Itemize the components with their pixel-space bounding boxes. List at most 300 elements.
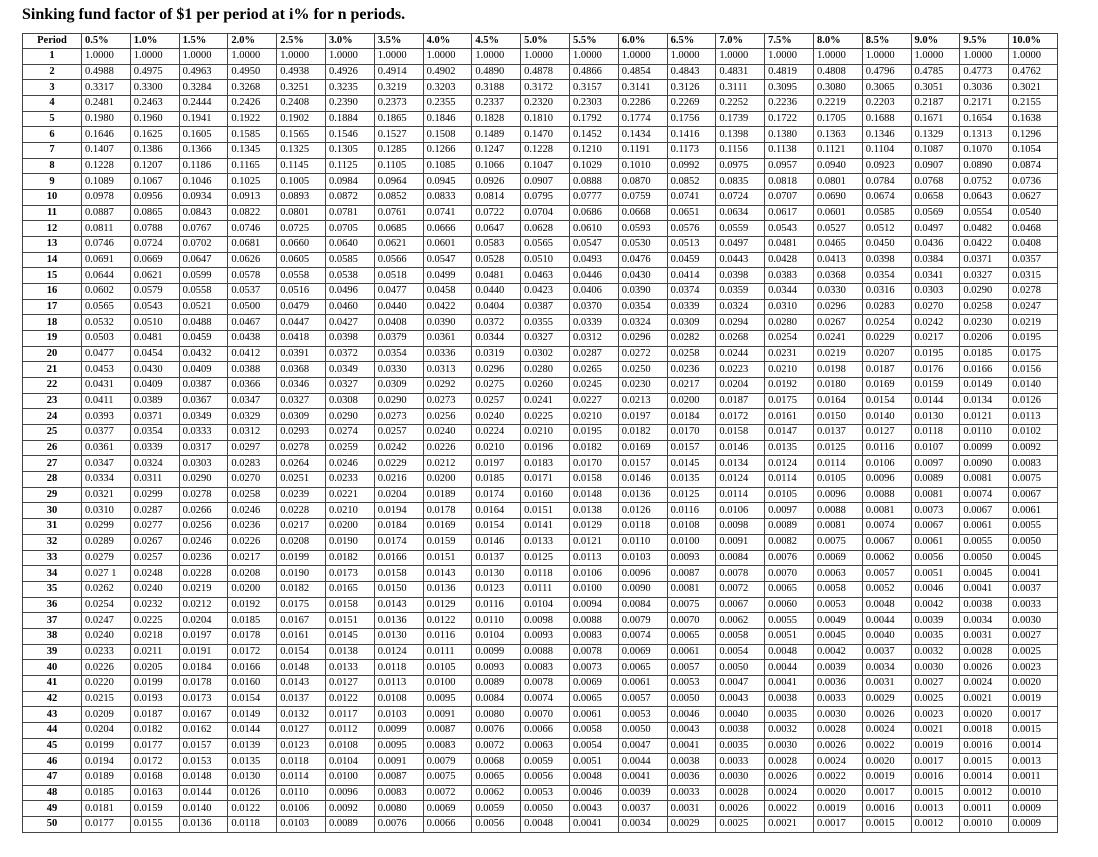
factor-cell: 0.2463 [130,96,179,112]
factor-cell: 0.0066 [423,816,472,832]
factor-cell: 0.1434 [618,127,667,143]
factor-cell: 0.0034 [862,660,911,676]
factor-cell: 0.0254 [862,315,911,331]
factor-cell: 0.0024 [960,675,1009,691]
factor-cell: 0.1087 [911,143,960,159]
factor-cell: 0.0146 [618,472,667,488]
factor-cell: 0.0388 [228,362,277,378]
factor-cell: 0.0510 [130,315,179,331]
factor-cell: 0.0236 [179,550,228,566]
factor-cell: 0.0460 [325,299,374,315]
factor-cell: 0.0073 [911,503,960,519]
factor-cell: 0.0347 [82,456,131,472]
factor-cell: 0.0050 [618,722,667,738]
factor-cell: 0.0277 [130,519,179,535]
factor-cell: 0.0686 [569,205,618,221]
factor-cell: 0.0227 [569,393,618,409]
factor-cell: 0.0210 [325,503,374,519]
factor-cell: 0.0197 [472,456,521,472]
factor-cell: 0.0089 [765,519,814,535]
factor-cell: 0.4914 [374,64,423,80]
factor-cell: 0.3317 [82,80,131,96]
factor-cell: 0.0964 [374,174,423,190]
factor-cell: 0.0149 [228,707,277,723]
factor-cell: 0.0170 [569,456,618,472]
factor-cell: 0.0945 [423,174,472,190]
factor-cell: 0.0264 [277,456,326,472]
factor-cell: 0.0887 [82,205,131,221]
table-row [23,550,1058,566]
factor-cell: 0.0204 [716,378,765,394]
factor-cell: 0.0169 [618,440,667,456]
factor-cell: 0.0167 [277,613,326,629]
factor-cell: 0.0118 [618,519,667,535]
factor-cell: 0.3300 [130,80,179,96]
factor-cell: 0.0324 [130,456,179,472]
factor-cell: 0.0062 [716,613,765,629]
factor-cell: 0.0137 [813,425,862,441]
factor-cell: 0.0172 [716,409,765,425]
factor-cell: 0.2390 [325,96,374,112]
factor-cell: 0.0014 [960,769,1009,785]
factor-cell: 0.0538 [325,268,374,284]
factor-cell: 0.0061 [1009,503,1058,519]
factor-cell: 0.0100 [569,581,618,597]
table-row [23,409,1058,425]
factor-cell: 0.0138 [325,644,374,660]
factor-cell: 0.1025 [228,174,277,190]
factor-cell: 0.0278 [1009,284,1058,300]
period-cell: 17 [23,299,82,315]
factor-cell: 0.0105 [765,487,814,503]
factor-cell: 0.0125 [667,487,716,503]
table-row [23,362,1058,378]
factor-cell: 0.0158 [716,425,765,441]
factor-cell: 0.0393 [82,409,131,425]
rate-column-header: 1.5% [179,34,228,49]
factor-cell: 0.2155 [1009,96,1058,112]
period-cell: 24 [23,409,82,425]
factor-cell: 0.1313 [960,127,1009,143]
factor-cell: 0.0660 [277,237,326,253]
factor-cell: 0.0349 [179,409,228,425]
factor-cell: 0.0412 [228,346,277,362]
period-cell: 15 [23,268,82,284]
factor-cell: 0.1846 [423,111,472,127]
factor-cell: 0.0273 [423,393,472,409]
factor-cell: 0.0321 [82,487,131,503]
factor-cell: 0.0013 [1009,754,1058,770]
factor-cell: 0.0246 [325,456,374,472]
factor-cell: 0.0647 [179,252,228,268]
period-cell: 25 [23,425,82,441]
factor-cell: 0.0075 [813,534,862,550]
factor-cell: 0.0057 [862,566,911,582]
factor-cell: 0.0293 [277,425,326,441]
factor-cell: 0.0111 [521,581,570,597]
factor-cell: 0.0278 [277,440,326,456]
factor-cell: 0.0025 [1009,644,1058,660]
factor-cell: 0.0593 [618,221,667,237]
factor-cell: 0.0032 [911,644,960,660]
factor-cell: 0.0031 [960,628,1009,644]
table-row [23,456,1058,472]
factor-cell: 1.0000 [862,49,911,65]
factor-cell: 0.0795 [521,190,570,206]
factor-cell: 0.0537 [228,284,277,300]
rate-column-header: 5.5% [569,34,618,49]
factor-cell: 0.0324 [716,299,765,315]
factor-cell: 0.0192 [765,378,814,394]
factor-cell: 0.0136 [374,613,423,629]
rate-column-header: 2.5% [277,34,326,49]
factor-cell: 0.0818 [765,174,814,190]
factor-cell: 0.0154 [277,644,326,660]
factor-cell: 0.0217 [667,378,716,394]
period-cell: 4 [23,96,82,112]
factor-cell: 0.0583 [472,237,521,253]
factor-cell: 0.0270 [911,299,960,315]
factor-cell: 0.0422 [423,299,472,315]
factor-cell: 0.0030 [911,660,960,676]
factor-cell: 0.0033 [813,691,862,707]
factor-cell: 0.0080 [472,707,521,723]
factor-cell: 0.0643 [960,190,1009,206]
factor-cell: 0.0021 [765,816,814,832]
factor-cell: 0.0065 [569,691,618,707]
factor-cell: 0.1346 [862,127,911,143]
factor-cell: 0.0691 [82,252,131,268]
factor-cell: 0.3080 [813,80,862,96]
factor-cell: 0.0123 [277,738,326,754]
factor-cell: 0.0097 [911,456,960,472]
factor-cell: 0.0230 [618,378,667,394]
table-row [23,127,1058,143]
factor-cell: 0.0406 [569,284,618,300]
factor-cell: 0.0066 [521,722,570,738]
factor-cell: 0.0083 [374,785,423,801]
factor-cell: 0.0178 [179,675,228,691]
factor-cell: 0.0200 [423,472,472,488]
factor-cell: 0.0031 [862,675,911,691]
factor-cell: 0.0106 [569,566,618,582]
factor-cell: 0.0151 [423,550,472,566]
factor-cell: 0.0019 [862,769,911,785]
factor-cell: 0.0185 [960,346,1009,362]
table-row [23,158,1058,174]
factor-cell: 1.0000 [277,49,326,65]
factor-cell: 0.0194 [374,503,423,519]
factor-cell: 0.3111 [716,80,765,96]
factor-cell: 0.0438 [228,331,277,347]
factor-cell: 0.0957 [765,158,814,174]
table-row [23,237,1058,253]
factor-cell: 0.0236 [228,519,277,535]
factor-cell: 0.0029 [667,816,716,832]
factor-cell: 0.0049 [813,613,862,629]
factor-cell: 1.0000 [325,49,374,65]
factor-cell: 0.4950 [228,64,277,80]
factor-cell: 0.0104 [472,628,521,644]
factor-cell: 0.0133 [521,534,570,550]
factor-cell: 0.0359 [716,284,765,300]
factor-cell: 0.0054 [569,738,618,754]
factor-cell: 0.0172 [228,644,277,660]
factor-cell: 0.0041 [1009,566,1058,582]
factor-cell: 0.0190 [325,534,374,550]
factor-cell: 0.0312 [569,331,618,347]
factor-cell: 0.0468 [1009,221,1058,237]
table-row [23,581,1058,597]
factor-cell: 0.1085 [423,158,472,174]
factor-cell: 0.0074 [960,487,1009,503]
factor-cell: 0.0114 [716,487,765,503]
factor-cell: 0.0211 [130,644,179,660]
factor-cell: 0.0411 [82,393,131,409]
factor-cell: 0.0341 [911,268,960,284]
factor-cell: 0.1470 [521,127,570,143]
factor-cell: 0.0801 [277,205,326,221]
factor-cell: 0.4938 [277,64,326,80]
factor-cell: 0.0159 [911,378,960,394]
factor-cell: 0.0126 [1009,393,1058,409]
factor-cell: 0.1739 [716,111,765,127]
factor-cell: 0.0148 [277,660,326,676]
factor-cell: 0.1345 [228,143,277,159]
factor-cell: 0.0048 [765,644,814,660]
factor-cell: 0.0240 [472,409,521,425]
table-row [23,754,1058,770]
factor-cell: 0.4854 [618,64,667,80]
factor-cell: 0.0585 [862,205,911,221]
factor-cell: 0.1407 [82,143,131,159]
table-row [23,96,1058,112]
factor-cell: 0.0240 [423,425,472,441]
factor-cell: 0.1005 [277,174,326,190]
factor-cell: 0.1654 [960,111,1009,127]
factor-cell: 0.0147 [765,425,814,441]
factor-cell: 0.0019 [813,801,862,817]
factor-cell: 0.0069 [569,675,618,691]
period-cell: 50 [23,816,82,832]
factor-cell: 0.1173 [667,143,716,159]
table-row [23,331,1058,347]
factor-cell: 0.0011 [1009,769,1058,785]
factor-cell: 0.0060 [765,597,814,613]
factor-cell: 0.3219 [374,80,423,96]
factor-cell: 0.0565 [521,237,570,253]
factor-cell: 0.0110 [472,613,521,629]
factor-cell: 0.0217 [277,519,326,535]
factor-cell: 0.0024 [765,785,814,801]
factor-cell: 0.0108 [325,738,374,754]
factor-cell: 0.0067 [1009,487,1058,503]
factor-cell: 0.0482 [960,221,1009,237]
factor-cell: 0.0647 [472,221,521,237]
factor-cell: 0.0020 [960,707,1009,723]
factor-cell: 0.0020 [862,754,911,770]
factor-cell: 0.0454 [130,346,179,362]
factor-cell: 0.0195 [911,346,960,362]
factor-cell: 0.0666 [423,221,472,237]
factor-cell: 0.0083 [1009,456,1058,472]
factor-cell: 0.0094 [569,597,618,613]
factor-cell: 0.0084 [472,691,521,707]
factor-cell: 0.0153 [179,754,228,770]
factor-cell: 0.0273 [374,409,423,425]
factor-cell: 0.0516 [277,284,326,300]
factor-cell: 0.0233 [82,644,131,660]
factor-cell: 0.0447 [277,315,326,331]
period-cell: 38 [23,628,82,644]
factor-cell: 0.0163 [130,785,179,801]
factor-cell: 0.1416 [667,127,716,143]
table-row [23,49,1058,65]
factor-cell: 0.0125 [521,550,570,566]
factor-cell: 0.0379 [374,331,423,347]
factor-cell: 0.0144 [179,785,228,801]
factor-cell: 0.0137 [277,691,326,707]
factor-cell: 0.0146 [472,534,521,550]
factor-cell: 0.0052 [862,581,911,597]
factor-cell: 1.0000 [618,49,667,65]
factor-cell: 0.4796 [862,64,911,80]
factor-cell: 0.0371 [960,252,1009,268]
factor-cell: 0.3095 [765,80,814,96]
factor-cell: 0.0559 [716,221,765,237]
factor-cell: 0.0390 [423,315,472,331]
factor-cell: 0.0260 [521,378,570,394]
factor-cell: 0.0408 [374,315,423,331]
factor-cell: 0.0105 [423,660,472,676]
factor-cell: 0.0339 [569,315,618,331]
factor-cell: 0.1066 [472,158,521,174]
factor-cell: 0.0079 [423,754,472,770]
factor-cell: 0.3036 [960,80,1009,96]
factor-cell: 0.1046 [179,174,228,190]
factor-cell: 0.0038 [716,722,765,738]
factor-cell: 0.0204 [82,722,131,738]
factor-cell: 0.0197 [179,628,228,644]
factor-cell: 0.0231 [765,346,814,362]
factor-cell: 0.0083 [521,660,570,676]
factor-cell: 0.0141 [521,519,570,535]
rate-column-header: 0.5% [82,34,131,49]
table-row [23,691,1058,707]
factor-cell: 0.0290 [325,409,374,425]
factor-cell: 0.4843 [667,64,716,80]
factor-cell: 0.0233 [325,472,374,488]
factor-cell: 0.0316 [862,284,911,300]
factor-cell: 0.0116 [472,597,521,613]
factor-cell: 0.0144 [228,722,277,738]
factor-cell: 0.0092 [325,801,374,817]
factor-cell: 0.0065 [472,769,521,785]
factor-cell: 0.0124 [716,472,765,488]
factor-cell: 0.0207 [862,346,911,362]
factor-cell: 0.0230 [960,315,1009,331]
factor-cell: 0.0324 [618,315,667,331]
factor-cell: 0.0158 [325,597,374,613]
factor-cell: 0.0098 [716,519,765,535]
factor-cell: 0.0145 [667,456,716,472]
factor-cell: 0.0081 [862,503,911,519]
factor-cell: 0.0165 [325,581,374,597]
factor-cell: 0.0126 [228,785,277,801]
factor-cell: 0.0050 [716,660,765,676]
factor-cell: 0.0198 [813,362,862,378]
factor-cell: 0.0124 [374,644,423,660]
period-cell: 27 [23,456,82,472]
factor-cell: 0.0074 [862,519,911,535]
factor-cell: 0.0309 [374,378,423,394]
factor-cell: 0.0453 [82,362,131,378]
factor-cell: 0.0022 [813,769,862,785]
factor-cell: 0.0046 [569,785,618,801]
period-cell: 9 [23,174,82,190]
factor-cell: 1.0000 [472,49,521,65]
factor-cell: 0.0724 [716,190,765,206]
factor-cell: 0.0290 [374,393,423,409]
rate-column-header: 4.0% [423,34,472,49]
table-row [23,205,1058,221]
factor-cell: 0.0344 [472,331,521,347]
factor-cell: 0.0170 [667,425,716,441]
factor-cell: 0.0605 [277,252,326,268]
factor-cell: 0.0554 [960,205,1009,221]
factor-cell: 0.0366 [228,378,277,394]
factor-cell: 0.0040 [862,628,911,644]
factor-cell: 0.0048 [569,769,618,785]
factor-cell: 0.0028 [716,785,765,801]
factor-cell: 0.0157 [618,456,667,472]
factor-cell: 0.0135 [228,754,277,770]
factor-cell: 0.0602 [82,284,131,300]
factor-cell: 0.0018 [960,722,1009,738]
factor-cell: 0.0160 [521,487,570,503]
factor-cell: 0.0045 [1009,550,1058,566]
period-cell: 34 [23,566,82,582]
factor-cell: 0.0761 [374,205,423,221]
factor-cell: 0.0127 [325,675,374,691]
factor-cell: 0.0012 [960,785,1009,801]
factor-cell: 0.0658 [911,190,960,206]
factor-cell: 0.0026 [813,738,862,754]
factor-cell: 0.0377 [82,425,131,441]
factor-cell: 1.0000 [569,49,618,65]
factor-cell: 0.1247 [472,143,521,159]
factor-cell: 0.0110 [277,785,326,801]
factor-cell: 0.0158 [569,472,618,488]
factor-cell: 0.0503 [82,331,131,347]
factor-cell: 0.0205 [130,660,179,676]
factor-cell: 0.0046 [911,581,960,597]
factor-cell: 0.0777 [569,190,618,206]
factor-cell: 0.0361 [423,331,472,347]
factor-cell: 0.0226 [423,440,472,456]
factor-cell: 0.0116 [667,503,716,519]
factor-cell: 0.0099 [960,440,1009,456]
factor-cell: 0.0067 [911,519,960,535]
factor-cell: 0.0122 [423,613,472,629]
factor-cell: 0.0310 [765,299,814,315]
factor-cell: 0.0248 [130,566,179,582]
factor-cell: 0.0387 [521,299,570,315]
factor-cell: 0.2219 [813,96,862,112]
factor-cell: 0.0096 [813,487,862,503]
factor-cell: 0.0610 [569,221,618,237]
table-row [23,801,1058,817]
